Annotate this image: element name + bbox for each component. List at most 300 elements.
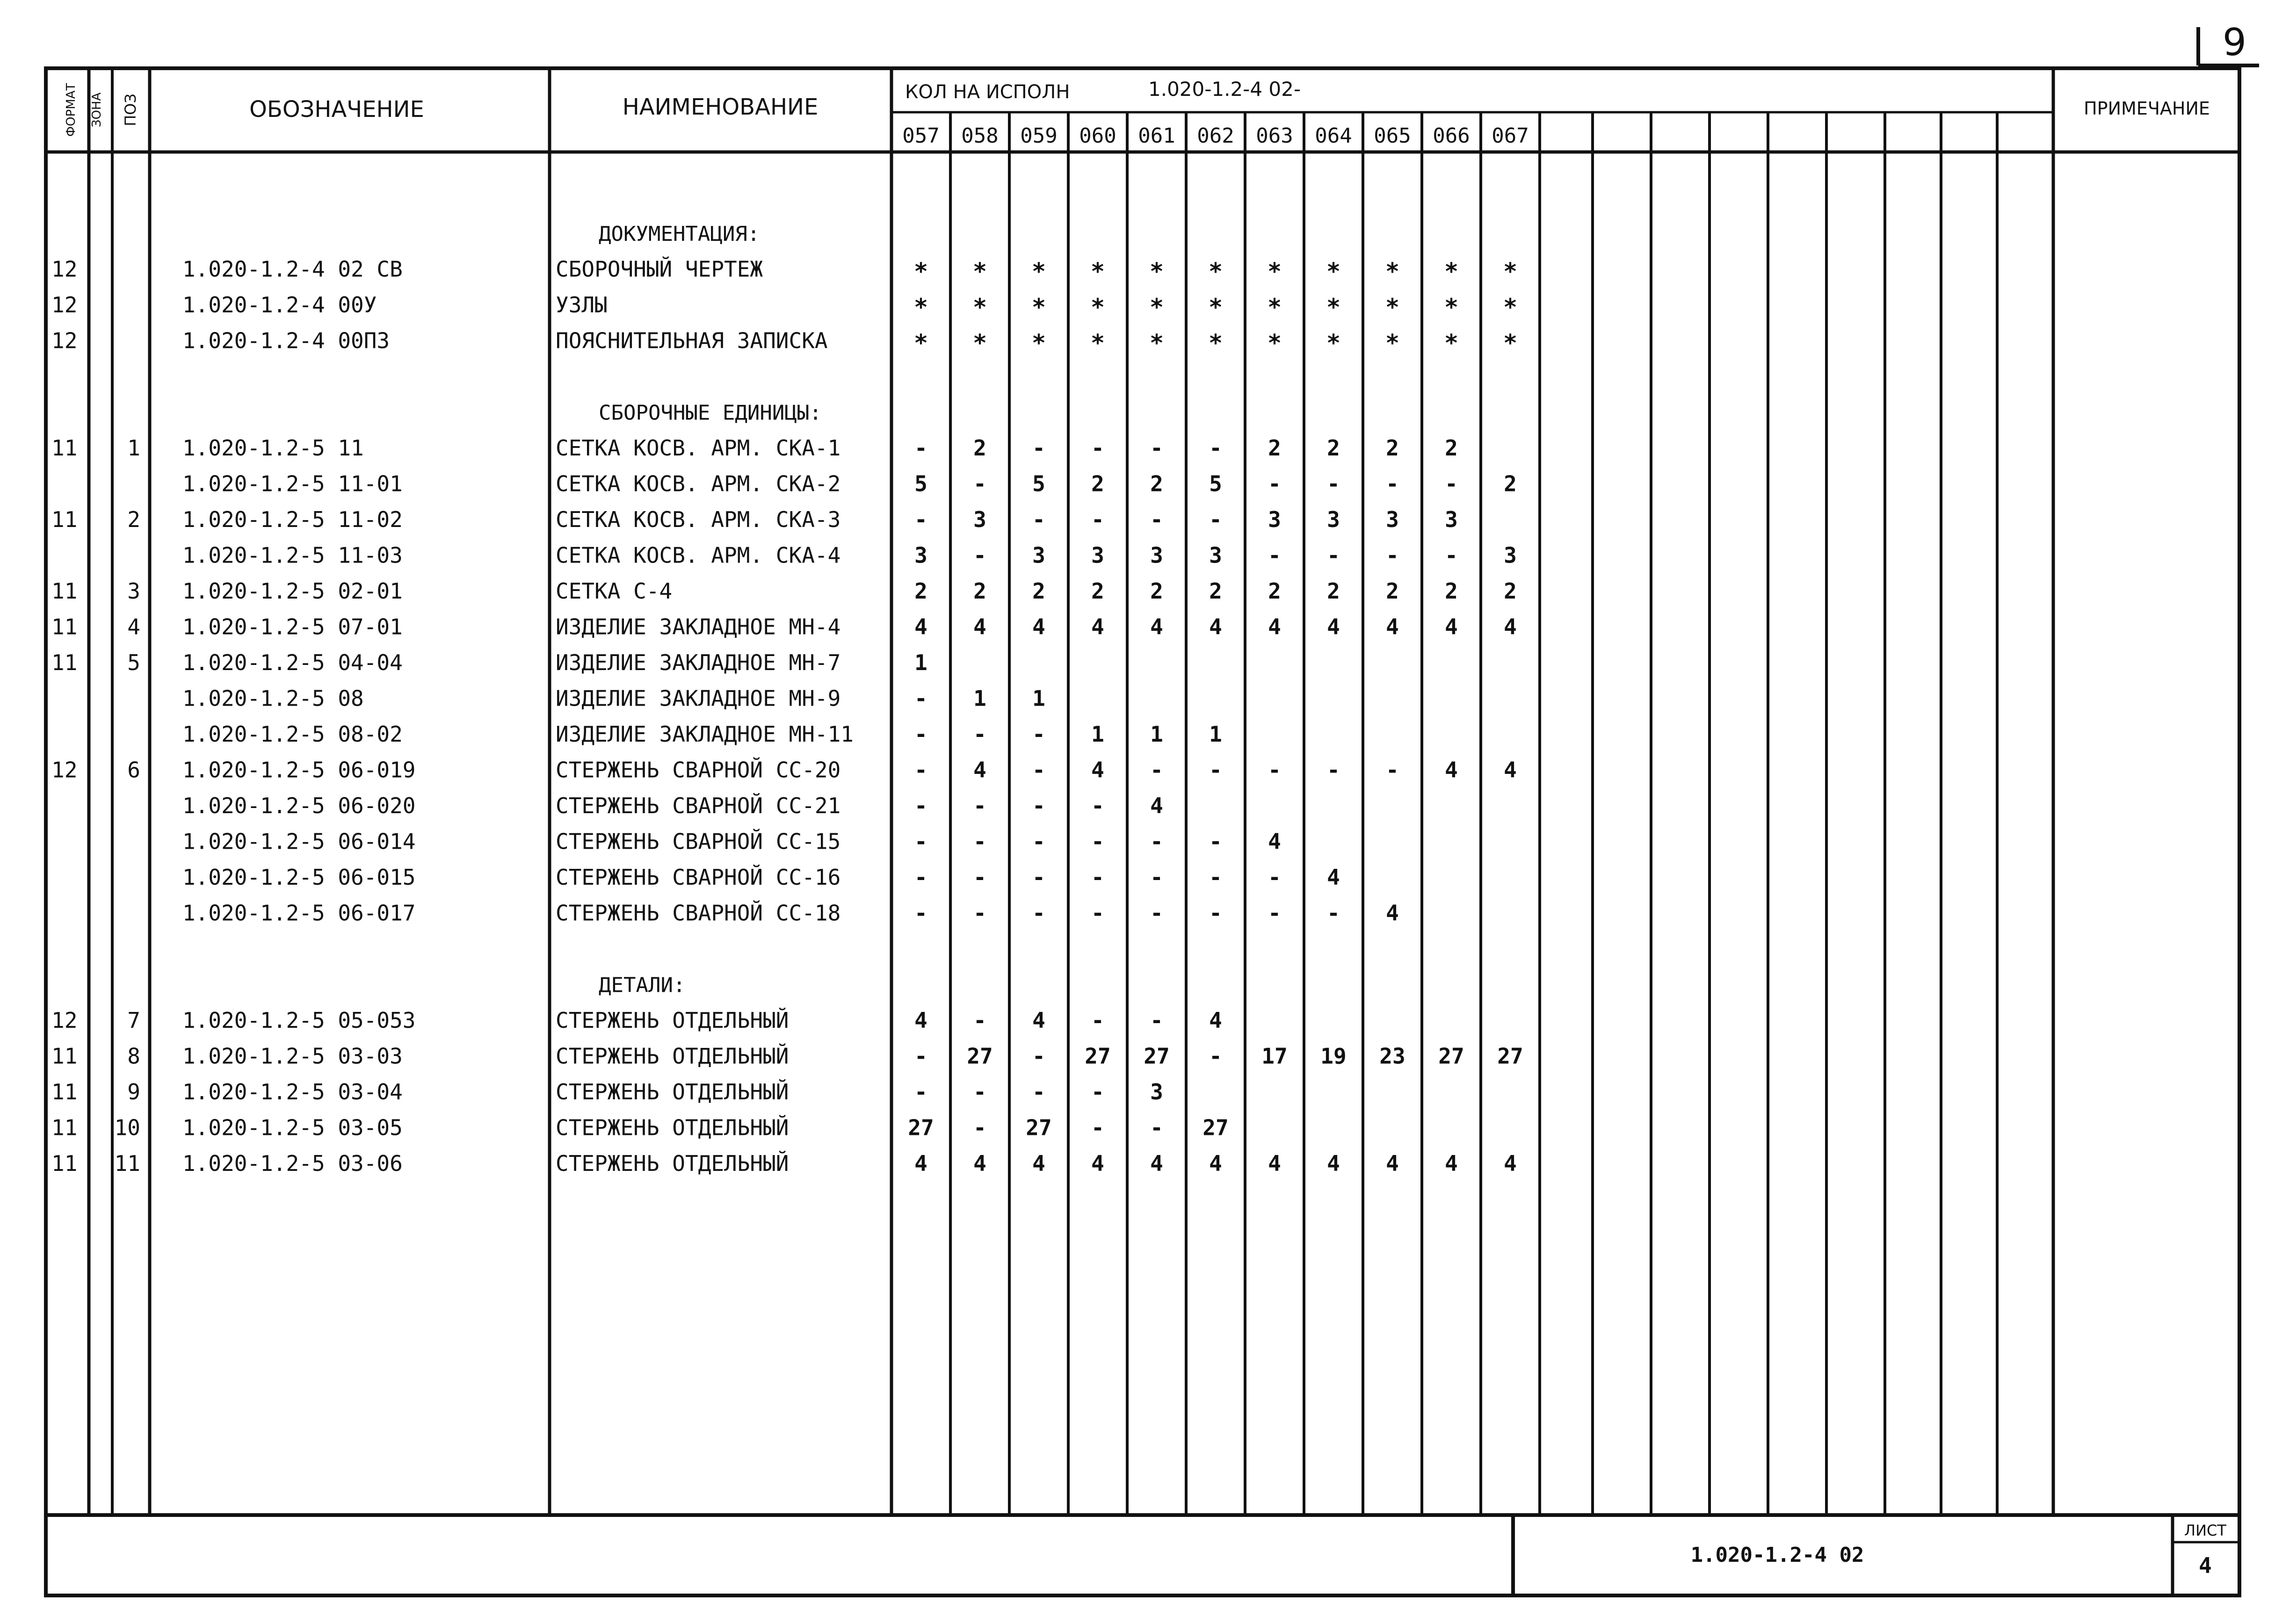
spec-rows (51, 222, 1523, 1176)
row-pos: 2 (127, 507, 140, 532)
qty-cell: - (1150, 900, 1163, 926)
qty-cell: 4 (1386, 900, 1399, 926)
qty-cell: * (1444, 294, 1459, 321)
table-row (51, 1115, 1229, 1140)
qty-cell: * (972, 329, 987, 357)
qty-cell: 2 (914, 578, 927, 604)
qty-cell: 4 (1386, 1151, 1399, 1176)
qty-cell: * (1208, 258, 1223, 285)
qty-cell: - (1032, 507, 1045, 532)
row-format: 12 (51, 1008, 78, 1033)
table-row (51, 650, 927, 675)
row-designation: 1.020-1.2-5 06-015 (182, 865, 416, 890)
table-row (51, 758, 1517, 783)
table-row (182, 543, 1517, 568)
row-designation: 1.020-1.2-5 02-01 (182, 578, 403, 604)
qty-cell: 4 (1209, 1008, 1222, 1033)
qty-cell: 3 (1150, 542, 1163, 568)
qty-cell: 2 (1032, 578, 1045, 604)
table-row (51, 1044, 1523, 1069)
qty-cell: - (1091, 435, 1104, 461)
qty-cell: - (1209, 757, 1222, 783)
qty-cell: - (973, 722, 986, 747)
table-row (51, 578, 1517, 604)
qty-cell: - (914, 686, 927, 711)
qty-cell: 4 (973, 614, 986, 640)
table-row (182, 471, 1517, 497)
qty-cell: - (1209, 865, 1222, 890)
table-row (599, 401, 822, 425)
qty-cell: - (1091, 1115, 1104, 1140)
qty-cell: 1 (914, 650, 927, 675)
qty-cell: 4 (1091, 614, 1104, 640)
variant-header-063: 063 (1256, 124, 1293, 148)
qty-cell: * (972, 258, 987, 285)
qty-cell: * (1326, 258, 1341, 285)
row-format: 11 (51, 435, 78, 461)
row-format: 12 (51, 256, 78, 282)
qty-cell: 2 (1386, 435, 1399, 461)
qty-cell: 4 (1150, 1151, 1163, 1176)
qty-cell: 3 (1150, 1079, 1163, 1104)
row-name: СТЕРЖЕНЬ СВАРНОЙ СС-15 (556, 829, 841, 854)
qty-cell: - (973, 900, 986, 926)
header-zone: ЗОНА (90, 92, 104, 128)
variant-header-061: 061 (1138, 124, 1175, 148)
qty-cell: 4 (1150, 793, 1163, 818)
qty-cell: - (1091, 1008, 1104, 1033)
qty-cell: - (1268, 865, 1281, 890)
variant-header-066: 066 (1433, 124, 1470, 148)
row-name: СЕТКА КОСВ. АРМ. СКА-2 (556, 471, 841, 497)
qty-cell: 5 (1032, 471, 1045, 497)
row-format: 11 (51, 1079, 78, 1104)
row-name: СТЕРЖЕНЬ СВАРНОЙ СС-16 (556, 865, 841, 890)
qty-cell: 2 (973, 435, 986, 461)
qty-cell: * (913, 258, 928, 285)
row-name: СТЕРЖЕНЬ ОТДЕЛЬНЫЙ (556, 1043, 789, 1069)
row-designation: 1.020-1.2-5 06-020 (182, 793, 416, 818)
qty-cell: * (1267, 294, 1282, 321)
row-pos: 11 (114, 1151, 140, 1176)
qty-cell: - (1032, 793, 1045, 818)
table-row (182, 686, 1045, 711)
qty-cell: - (1091, 865, 1104, 890)
variant-header-062: 062 (1197, 124, 1234, 148)
table-row (599, 974, 685, 997)
qty-cell: * (1444, 329, 1459, 357)
qty-cell: - (1150, 757, 1163, 783)
qty-cell: - (1150, 1008, 1163, 1033)
qty-cell: - (1209, 1043, 1222, 1069)
qty-cell: - (914, 1079, 927, 1104)
header-format: ФОРМАТ (64, 83, 78, 137)
qty-cell: 4 (1209, 1151, 1222, 1176)
row-designation: 1.020-1.2-5 06-014 (182, 829, 416, 854)
qty-cell: 3 (914, 542, 927, 568)
row-name: ИЗДЕЛИЕ ЗАКЛАДНОЕ МН-11 (556, 722, 854, 747)
row-name: СТЕРЖЕНЬ ОТДЕЛЬНЫЙ (556, 1151, 789, 1176)
qty-cell: 3 (1209, 542, 1222, 568)
qty-cell: - (1091, 829, 1104, 854)
row-designation: 1.020-1.2-4 00У (182, 292, 377, 318)
qty-cell: 4 (914, 1151, 927, 1176)
variant-header-064: 064 (1315, 124, 1352, 148)
qty-cell: - (914, 829, 927, 854)
qty-cell: 4 (914, 1008, 927, 1033)
row-format: 11 (51, 1043, 78, 1069)
table-row (51, 257, 1517, 285)
qty-cell: - (1327, 542, 1340, 568)
qty-cell: 19 (1320, 1043, 1347, 1069)
section-heading: ДЕТАЛИ: (599, 973, 686, 997)
qty-cell: - (1150, 435, 1163, 461)
qty-cell: - (1386, 471, 1399, 497)
table-row (599, 222, 760, 246)
qty-cell: 2 (1091, 578, 1104, 604)
row-name: СЕТКА С-4 (556, 578, 673, 604)
qty-cell: - (914, 507, 927, 532)
qty-cell: 27 (1497, 1043, 1523, 1069)
qty-cell: * (1503, 258, 1518, 285)
row-name: ИЗДЕЛИЕ ЗАКЛАДНОЕ МН-4 (556, 614, 841, 640)
row-designation: 1.020-1.2-5 08-02 (182, 722, 403, 747)
row-format: 11 (51, 507, 78, 532)
qty-cell: - (1032, 722, 1045, 747)
row-format: 11 (51, 1115, 78, 1140)
qty-cell: 2 (1091, 471, 1104, 497)
row-format: 11 (51, 614, 78, 640)
section-heading: СБОРОЧНЫЕ ЕДИНИЦЫ: (599, 401, 822, 425)
qty-cell: - (973, 829, 986, 854)
qty-cell: 4 (1091, 757, 1104, 783)
row-pos: 4 (127, 614, 140, 640)
qty-cell: - (1268, 757, 1281, 783)
qty-cell: - (973, 471, 986, 497)
qty-cell: * (1267, 329, 1282, 357)
qty-cell: * (1326, 294, 1341, 321)
row-name: СЕТКА КОСВ. АРМ. СКА-3 (556, 507, 841, 532)
qty-cell: - (914, 757, 927, 783)
row-format: 11 (51, 650, 78, 675)
table-row (51, 435, 1458, 461)
qty-cell: 4 (1268, 1151, 1281, 1176)
qty-cell: 27 (1026, 1115, 1052, 1140)
qty-cell: * (1208, 294, 1223, 321)
page-number: 9 (2223, 21, 2246, 64)
qty-cell: - (914, 1043, 927, 1069)
qty-column-lines (950, 112, 1997, 1515)
row-name: СТЕРЖЕНЬ ОТДЕЛЬНЫЙ (556, 1079, 789, 1104)
qty-cell: 4 (1327, 614, 1340, 640)
qty-cell: * (1090, 294, 1105, 321)
row-designation: 1.020-1.2-5 07-01 (182, 614, 403, 640)
qty-cell: 4 (1327, 865, 1340, 890)
qty-cell: 3 (1445, 507, 1458, 532)
row-name: СЕТКА КОСВ. АРМ. СКА-4 (556, 542, 841, 568)
qty-cell: * (1503, 294, 1518, 321)
qty-cell: - (1032, 829, 1045, 854)
table-row (51, 1151, 1517, 1176)
qty-cell: 2 (1445, 578, 1458, 604)
qty-cell: 4 (1386, 614, 1399, 640)
qty-cell: - (973, 1008, 986, 1033)
row-name: УЗЛЫ (556, 292, 608, 318)
qty-cell: - (1386, 757, 1399, 783)
qty-cell: - (914, 793, 927, 818)
table-row (51, 292, 1517, 321)
qty-cell: - (1327, 900, 1340, 926)
row-pos: 6 (127, 757, 140, 783)
qty-cell: 4 (1445, 1151, 1458, 1176)
qty-cell: - (973, 1079, 986, 1104)
qty-cell: * (1444, 258, 1459, 285)
table-row (182, 829, 1281, 854)
row-name: ИЗДЕЛИЕ ЗАКЛАДНОЕ МН-7 (556, 650, 841, 675)
qty-cell: 4 (1327, 1151, 1340, 1176)
qty-cell: - (1032, 1079, 1045, 1104)
qty-cell: - (1327, 757, 1340, 783)
stamp-doc-code: 1.020-1.2-4 02 (1690, 1543, 1864, 1567)
qty-cell: * (1208, 329, 1223, 357)
row-designation: 1.020-1.2-5 08 (182, 686, 364, 711)
header-qty-code: 1.020-1.2-4 02- (1148, 78, 1301, 101)
qty-cell: * (1385, 329, 1400, 357)
row-designation: 1.020-1.2-5 03-03 (182, 1043, 403, 1069)
row-name: СТЕРЖЕНЬ ОТДЕЛЬНЫЙ (556, 1008, 789, 1033)
qty-cell: 4 (1445, 614, 1458, 640)
row-designation: 1.020-1.2-5 11 (182, 435, 364, 461)
qty-cell: * (1267, 258, 1282, 285)
row-name: СТЕРЖЕНЬ СВАРНОЙ СС-21 (556, 793, 841, 818)
qty-cell: - (1209, 900, 1222, 926)
qty-cell: - (973, 865, 986, 890)
qty-cell: 5 (914, 471, 927, 497)
qty-cell: 1 (1032, 686, 1045, 711)
qty-cell: 4 (973, 1151, 986, 1176)
qty-cell: - (1445, 542, 1458, 568)
row-format: 11 (51, 1151, 78, 1176)
qty-cell: 4 (1445, 757, 1458, 783)
qty-cell: 17 (1261, 1043, 1288, 1069)
row-designation: 1.020-1.2-5 11-02 (182, 507, 403, 532)
row-name: СТЕРЖЕНЬ СВАРНОЙ СС-18 (556, 900, 841, 926)
qty-cell: - (1150, 507, 1163, 532)
qty-cell: 27 (1085, 1043, 1111, 1069)
row-format: 11 (51, 578, 78, 604)
qty-cell: - (1032, 435, 1045, 461)
variant-header-060: 060 (1079, 124, 1116, 148)
qty-cell: 3 (973, 507, 986, 532)
table-row (182, 901, 1399, 926)
header-designation: ОБОЗНАЧЕНИЕ (249, 96, 424, 123)
qty-cell: * (1031, 258, 1046, 285)
qty-cell: 4 (1032, 614, 1045, 640)
row-designation: 1.020-1.2-5 03-06 (182, 1151, 403, 1176)
qty-cell: 27 (1438, 1043, 1464, 1069)
qty-cell: - (1268, 542, 1281, 568)
row-designation: 1.020-1.2-5 11-01 (182, 471, 403, 497)
stamp-sheet-label: ЛИСТ (2184, 1522, 2226, 1539)
qty-cell: - (1091, 1079, 1104, 1104)
qty-cell: * (1031, 294, 1046, 321)
qty-cell: 4 (914, 614, 927, 640)
qty-cell: 3 (1091, 542, 1104, 568)
qty-cell: 2 (1386, 578, 1399, 604)
qty-cell: 2 (1327, 435, 1340, 461)
stamp-sheet-number: 4 (2199, 1553, 2212, 1578)
row-pos: 1 (127, 435, 140, 461)
row-pos: 8 (127, 1043, 140, 1069)
row-designation: 1.020-1.2-4 02 СВ (182, 256, 403, 282)
table-row (182, 865, 1340, 890)
qty-cell: - (1091, 793, 1104, 818)
qty-cell: 2 (1150, 578, 1163, 604)
row-designation: 1.020-1.2-5 04-04 (182, 650, 403, 675)
qty-cell: - (914, 722, 927, 747)
qty-cell: 4 (1504, 757, 1517, 783)
qty-cell: - (1268, 471, 1281, 497)
row-pos: 3 (127, 578, 140, 604)
qty-cell: 4 (1209, 614, 1222, 640)
qty-cell: * (1149, 294, 1164, 321)
variant-headers (902, 124, 1529, 148)
row-designation: 1.020-1.2-5 03-05 (182, 1115, 403, 1140)
row-designation: 1.020-1.2-5 05-053 (182, 1008, 416, 1033)
qty-cell: 2 (1445, 435, 1458, 461)
table-row (182, 722, 1222, 747)
qty-cell: - (914, 900, 927, 926)
row-designation: 1.020-1.2-5 11-03 (182, 542, 403, 568)
qty-cell: - (1032, 900, 1045, 926)
variant-header-059: 059 (1020, 124, 1058, 148)
table-row (51, 1008, 1222, 1033)
qty-cell: * (972, 294, 987, 321)
qty-cell: * (1090, 258, 1105, 285)
row-name: СЕТКА КОСВ. АРМ. СКА-1 (556, 435, 841, 461)
qty-cell: - (1032, 1043, 1045, 1069)
qty-cell: 4 (1268, 829, 1281, 854)
qty-cell: * (913, 294, 928, 321)
qty-cell: - (973, 542, 986, 568)
section-heading: ДОКУМЕНТАЦИЯ: (599, 222, 760, 246)
qty-cell: - (1209, 507, 1222, 532)
qty-cell: - (1327, 471, 1340, 497)
qty-cell: 1 (1150, 722, 1163, 747)
qty-cell: * (1149, 329, 1164, 357)
qty-cell: 2 (1268, 578, 1281, 604)
qty-cell: - (1150, 865, 1163, 890)
qty-cell: 2 (1327, 578, 1340, 604)
qty-cell: 2 (1209, 578, 1222, 604)
qty-cell: 27 (1203, 1115, 1229, 1140)
qty-cell: 1 (1209, 722, 1222, 747)
qty-cell: 5 (1209, 471, 1222, 497)
qty-cell: - (1150, 829, 1163, 854)
qty-cell: 3 (1268, 507, 1281, 532)
row-format: 12 (51, 757, 78, 783)
qty-cell: - (1150, 1115, 1163, 1140)
row-pos: 10 (114, 1115, 140, 1140)
qty-cell: * (1326, 329, 1341, 357)
qty-cell: - (1209, 435, 1222, 461)
variant-header-067: 067 (1492, 124, 1529, 148)
qty-cell: 3 (1386, 507, 1399, 532)
qty-cell: 4 (1150, 614, 1163, 640)
qty-cell: 4 (973, 757, 986, 783)
qty-cell: 23 (1379, 1043, 1405, 1069)
qty-cell: - (973, 1115, 986, 1140)
row-name: СТЕРЖЕНЬ ОТДЕЛЬНЫЙ (556, 1115, 789, 1140)
qty-cell: 2 (1504, 471, 1517, 497)
row-name: ПОЯСНИТЕЛЬНАЯ ЗАПИСКА (556, 328, 828, 354)
qty-cell: 27 (967, 1043, 993, 1069)
qty-cell: * (1031, 329, 1046, 357)
qty-cell: * (1090, 329, 1105, 357)
qty-cell: - (1091, 507, 1104, 532)
row-designation: 1.020-1.2-5 06-017 (182, 900, 416, 926)
table-row (51, 614, 1517, 640)
variant-header-058: 058 (961, 124, 999, 148)
qty-cell: 4 (1504, 1151, 1517, 1176)
qty-cell: - (914, 865, 927, 890)
qty-cell: - (1209, 829, 1222, 854)
row-name: СТЕРЖЕНЬ СВАРНОЙ СС-20 (556, 757, 841, 783)
qty-cell: 3 (1327, 507, 1340, 532)
qty-cell: - (1386, 542, 1399, 568)
qty-cell: 27 (908, 1115, 934, 1140)
qty-cell: 3 (1032, 542, 1045, 568)
qty-cell: * (913, 329, 928, 357)
qty-cell: - (1032, 757, 1045, 783)
qty-cell: 4 (1091, 1151, 1104, 1176)
qty-cell: 27 (1144, 1043, 1170, 1069)
row-pos: 9 (127, 1079, 140, 1104)
qty-cell: 2 (1268, 435, 1281, 461)
header-name: НАИМЕНОВАНИЕ (622, 94, 819, 120)
qty-cell: * (1385, 258, 1400, 285)
row-name: СБОРОЧНЫЙ ЧЕРТЕЖ (556, 256, 763, 282)
qty-cell: - (1091, 900, 1104, 926)
table-row (51, 1079, 1163, 1104)
row-format: 12 (51, 292, 78, 318)
qty-cell: * (1503, 329, 1518, 357)
header-pos: ПОЗ (122, 94, 139, 126)
variant-header-057: 057 (902, 124, 940, 148)
qty-cell: 1 (973, 686, 986, 711)
header-note: ПРИМЕЧАНИЕ (2084, 98, 2210, 119)
qty-cell: - (1445, 471, 1458, 497)
row-pos: 5 (127, 650, 140, 675)
qty-cell: 4 (1032, 1008, 1045, 1033)
qty-cell: 2 (1150, 471, 1163, 497)
table-row (51, 507, 1458, 532)
header-qty-label: КОЛ НА ИСПОЛН (905, 81, 1070, 103)
qty-cell: - (914, 435, 927, 461)
qty-cell: 1 (1091, 722, 1104, 747)
qty-cell: 2 (1504, 578, 1517, 604)
qty-cell: - (973, 793, 986, 818)
qty-cell: 4 (1268, 614, 1281, 640)
row-format: 12 (51, 328, 78, 354)
qty-cell: * (1385, 294, 1400, 321)
variant-header-065: 065 (1374, 124, 1411, 148)
qty-cell: 2 (973, 578, 986, 604)
qty-cell: * (1149, 258, 1164, 285)
row-name: ИЗДЕЛИЕ ЗАКЛАДНОЕ МН-9 (556, 686, 841, 711)
row-designation: 1.020-1.2-4 00ПЗ (182, 328, 390, 354)
qty-cell: 4 (1504, 614, 1517, 640)
